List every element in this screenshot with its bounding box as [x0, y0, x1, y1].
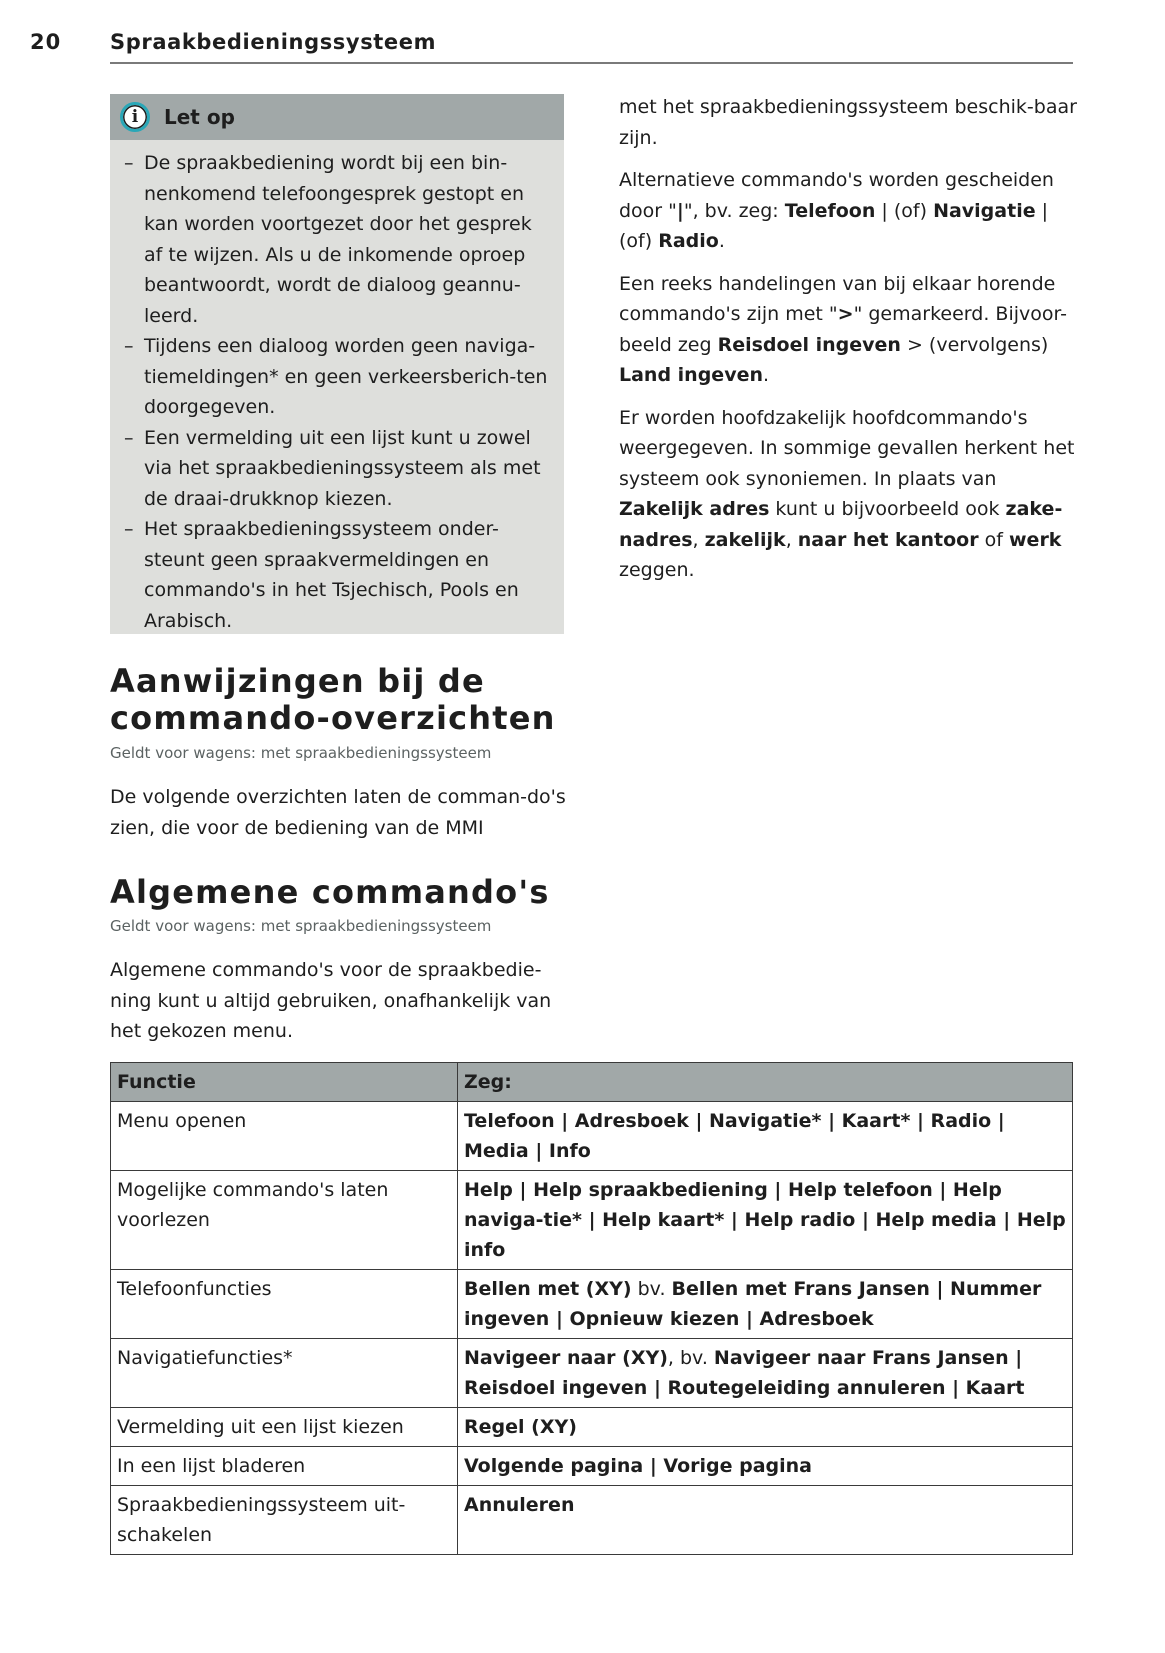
section-heading-command-overviews: Aanwijzingen bij de commando-overzichten	[110, 662, 556, 737]
note-box	[110, 94, 564, 634]
table-row: Telefoonfuncties Bellen met (XY) bv. Bellen met Frans Jansen | Nummer ingeven | Opnieuw kiezen | Adresboek	[111, 1270, 1073, 1339]
table-row: Mogelijke commando's laten voorlezen Help | Help spraakbediening | Help telefoon | Help naviga-tie* | Help kaart* | Help radio | Help media | Help info	[111, 1171, 1073, 1270]
table-row: Vermelding uit een lijst kiezen Regel (XY)	[111, 1408, 1073, 1447]
note-title: Let op	[164, 105, 235, 129]
table-row: In een lijst bladeren Volgende pagina | Vorige pagina	[111, 1447, 1073, 1486]
note-item: – Het spraakbedieningssysteem onder-steunt geen spraakvermeldingen en commando's in het Tsjechisch, Pools en Arabisch.	[124, 518, 519, 632]
applies-to-label: Geldt voor wagens: met spraakbedieningssysteem	[110, 917, 492, 935]
paragraph-synonyms: Er worden hoofdzakelijk hoofdcommando's weergegeven. In sommige gevallen herkent het systeem ook synoniemen. In plaats van Zakelijk adres kunt u bijvoorbeeld ook zake-nadres, zakelijk, naar het kantoor of werk zeggen.	[619, 406, 1075, 581]
header-divider	[110, 62, 1073, 64]
note-item: – Een vermelding uit een lijst kunt u zowel via het spraakbedieningssysteem als met de draai-drukknop kiezen.	[124, 426, 541, 510]
note-list	[110, 140, 564, 636]
info-icon: i	[120, 102, 150, 132]
table-row: Navigatiefuncties* Navigeer naar (XY), bv. Navigeer naar Frans Jansen | Reisdoel ingeven | Routegeleiding annuleren | Kaart	[111, 1339, 1073, 1408]
paragraph-alternatives: Alternatieve commando's worden gescheiden door "|", bv. zeg: Telefoon | (of) Navigatie | (of) Radio.	[619, 169, 1054, 252]
column-header-function: Functie	[111, 1063, 458, 1102]
page-header	[0, 28, 1165, 68]
note-item: – De spraakbediening wordt bij een bin-nenkomend telefoongesprek gestopt en kan worden voortgezet door het gesprek af te wijzen. Als u de inkomende oproep beantwoordt, wordt de dialoog geannu-leerd.	[124, 152, 532, 327]
table-row: Spraakbedieningssysteem uit-schakelen Annuleren	[111, 1486, 1073, 1555]
paragraph-availability: met het spraakbedieningssysteem beschik-baar zijn.	[619, 96, 1077, 149]
applies-to-label: Geldt voor wagens: met spraakbedieningssysteem	[110, 744, 492, 762]
section-heading-general-commands: Algemene commando's	[110, 873, 550, 911]
running-title: Spraakbedieningssysteem	[110, 30, 437, 54]
column-header-say: Zeg:	[458, 1063, 1073, 1102]
table-row: Menu openen Telefoon | Adresboek | Navigatie* | Kaart* | Radio | Media | Info	[111, 1102, 1073, 1171]
section-body: De volgende overzichten laten de comman-do's zien, die voor de bediening van de MMI	[110, 786, 566, 839]
section-body: Algemene commando's voor de spraakbedie-ning kunt u altijd gebruiken, onafhankelijk van het gekozen menu.	[110, 959, 552, 1042]
paragraph-sequence: Een reeks handelingen van bij elkaar horende commando's zijn met ">" gemarkeerd. Bijvoor-beeld zeg Reisdoel ingeven > (vervolgens) Land ingeven.	[619, 272, 1067, 386]
note-header	[110, 94, 564, 140]
note-item: – Tijdens een dialoog worden geen naviga-tiemeldingen* en geen verkeersberich-ten doorgegeven.	[124, 335, 548, 418]
right-column	[619, 92, 1079, 598]
commands-table	[110, 1062, 1073, 1555]
table-header-row	[111, 1063, 1073, 1102]
page-number: 20	[30, 30, 62, 54]
